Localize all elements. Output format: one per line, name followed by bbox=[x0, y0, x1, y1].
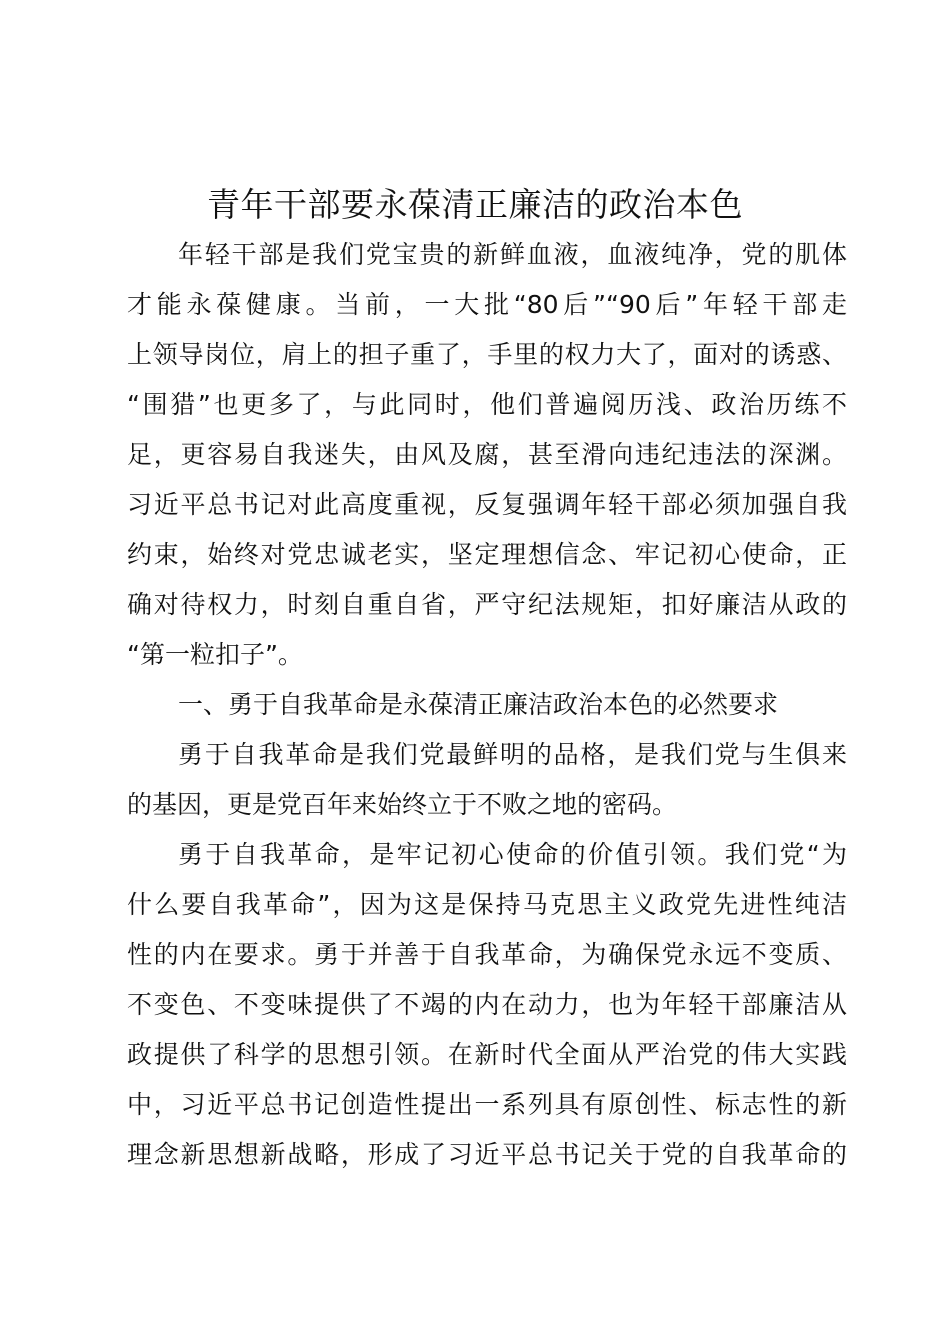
paragraph-line: 年轻干部是我们党宝贵的新鲜血液，血液纯净，党的肌体 bbox=[178, 240, 847, 269]
paragraph-line: 上领导岗位，肩上的担子重了，手里的权力大了，面对的诱惑、 bbox=[127, 340, 847, 369]
paragraph-line: 习近平总书记对此高度重视，反复强调年轻干部必须加强自我 bbox=[127, 490, 847, 519]
paragraph-line: 不变色、不变味提供了不竭的内在动力，也为年轻干部廉洁从 bbox=[127, 990, 847, 1019]
paragraph-line: “第一粒扣子”。 bbox=[127, 640, 303, 669]
paragraph-line: 什么要自我革命”，因为这是保持马克思主义政党先进性纯洁 bbox=[127, 890, 847, 919]
paragraph-line: 确对待权力，时刻自重自省，严守纪法规矩，扣好廉洁从政的 bbox=[127, 590, 847, 619]
paragraph-line: 的基因，更是党百年来始终立于不败之地的密码。 bbox=[127, 790, 678, 819]
paragraph-line: “围猎”也更多了，与此同时，他们普遍阅历浅、政治历练不 bbox=[127, 390, 847, 419]
section-heading: 一、勇于自我革命是永葆清正廉洁政治本色的必然要求 bbox=[178, 690, 779, 719]
paragraph-line: 勇于自我革命是我们党最鲜明的品格，是我们党与生俱来 bbox=[178, 740, 847, 769]
paragraph-line: 勇于自我革命，是牢记初心使命的价值引领。我们党“为 bbox=[178, 840, 847, 869]
paragraph-line: 中，习近平总书记创造性提出一系列具有原创性、标志性的新 bbox=[127, 1090, 847, 1119]
paragraph-line: 政提供了科学的思想引领。在新时代全面从严治党的伟大实践 bbox=[127, 1040, 847, 1069]
paragraph-line: 性的内在要求。勇于并善于自我革命，为确保党永远不变质、 bbox=[127, 940, 847, 969]
document-title: 青年干部要永葆清正廉洁的政治本色 bbox=[207, 185, 743, 224]
paragraph-line: 理念新思想新战略，形成了习近平总书记关于党的自我革命的 bbox=[127, 1140, 847, 1169]
paragraph-line: 才能永葆健康。当前，一大批“80后”“90后”年轻干部走 bbox=[127, 290, 847, 319]
paragraph-line: 约束，始终对党忠诚老实，坚定理想信念、牢记初心使命，正 bbox=[127, 540, 847, 569]
paragraph-line: 足，更容易自我迷失，由风及腐，甚至滑向违纪违法的深渊。 bbox=[127, 440, 847, 469]
